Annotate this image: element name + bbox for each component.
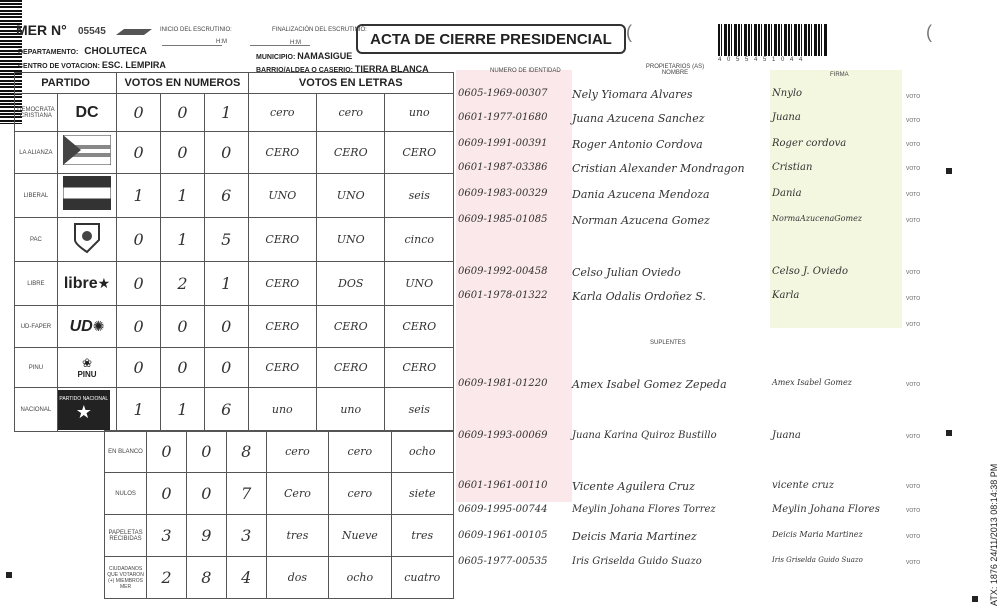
alianza-flag-icon <box>63 135 111 165</box>
digit: 0 <box>161 306 205 348</box>
word: cero <box>266 431 328 473</box>
digit: 7 <box>226 473 266 515</box>
word: cero <box>317 94 385 132</box>
digit: 0 <box>147 473 187 515</box>
departamento-row <box>18 46 147 57</box>
digit: 0 <box>161 94 205 132</box>
member-signature: vicente cruz <box>772 480 835 491</box>
tse-logo <box>114 24 154 34</box>
digit: 0 <box>204 132 248 174</box>
member-name: Roger Antonio Cordova <box>572 138 703 151</box>
pinu-emblem-icon: ❀ <box>81 356 93 370</box>
digit: 0 <box>204 348 248 388</box>
header-partido: PARTIDO <box>15 73 117 94</box>
member-name: Norman Azucena Gomez <box>572 214 710 227</box>
sun-icon: ✺ <box>92 317 105 334</box>
word: CERO <box>317 348 385 388</box>
word: cero <box>329 473 391 515</box>
voto-label: VOTO <box>906 270 921 276</box>
centro-value: ESC. LEMPIRA <box>101 60 166 70</box>
identidad-header: NUMERO DE IDENTIDAD <box>490 68 561 74</box>
digit: 0 <box>117 348 161 388</box>
digit: 1 <box>161 218 205 262</box>
member-name: Juana Azucena Sanchez <box>572 112 705 125</box>
timestamp-text: ATX: 1876 24/11/2013 08:14:38 PM <box>989 463 999 606</box>
barcode-number: 4 0 5 5 4 5 1 0 4 4 <box>718 57 805 63</box>
word: CERO <box>248 132 316 174</box>
table-row <box>14 515 454 557</box>
digit: 1 <box>204 262 248 306</box>
digit: 0 <box>117 262 161 306</box>
word: Nueve <box>329 515 391 557</box>
pinu-logo: PINU <box>77 370 97 379</box>
digit: 0 <box>117 306 161 348</box>
word: tres <box>391 515 453 557</box>
digit: 1 <box>117 388 161 432</box>
word: dos <box>266 557 328 599</box>
word: Cero <box>266 473 328 515</box>
party-name: PAC <box>15 218 58 262</box>
inicio-hm: H:M <box>216 39 227 45</box>
centro-row <box>18 60 166 70</box>
registration-mark <box>946 430 952 436</box>
member-id: 0609-1991-00391 <box>458 138 548 149</box>
departamento-label: DEPARTAMENTO: <box>18 49 79 56</box>
party-rows <box>15 94 454 432</box>
word: CERO <box>248 348 316 388</box>
digit: 2 <box>161 262 205 306</box>
table-row <box>15 306 454 348</box>
member-id: 0601-1977-01680 <box>458 112 548 123</box>
member-signature: Deicis Maria Martinez <box>772 530 863 539</box>
digit: 4 <box>226 557 266 599</box>
party-name: UD-FAPER <box>15 306 58 348</box>
member-name: Celso Julian Oviedo <box>572 266 681 279</box>
nacional-logo: PARTIDO NACIONAL <box>59 396 109 402</box>
digit: 0 <box>147 431 187 473</box>
digit: 0 <box>204 306 248 348</box>
word: UNO <box>317 174 385 218</box>
header-letras: VOTOS EN LETRAS <box>248 73 453 94</box>
paren-mark-1: ( <box>626 22 632 42</box>
word: cinco <box>385 218 454 262</box>
municipio-value: NAMASIGUE <box>297 51 353 61</box>
member-id: 0609-1992-00458 <box>458 266 548 277</box>
member-name: Cristian Alexander Mondragon <box>572 162 745 175</box>
registration-mark <box>972 596 978 602</box>
inicio-line <box>162 45 222 46</box>
party-logo-pinu <box>57 348 116 388</box>
word: UNO <box>248 174 316 218</box>
votes-table <box>14 72 454 432</box>
digit: 1 <box>161 388 205 432</box>
voto-label: VOTO <box>906 166 921 172</box>
voto-label: VOTO <box>906 192 921 198</box>
ud-logo: UD <box>69 317 93 335</box>
digit: 1 <box>117 174 161 218</box>
member-signature: Roger cordova <box>772 138 847 149</box>
member-name: Iris Griselda Guido Suazo <box>572 556 702 567</box>
party-name: LIBRE <box>15 262 58 306</box>
word: cero <box>329 431 391 473</box>
table-row <box>15 174 454 218</box>
word: CERO <box>385 132 454 174</box>
digit: 0 <box>117 218 161 262</box>
party-logo-nacional <box>57 388 116 432</box>
suplentes-header: SUPLENTES <box>650 340 686 346</box>
party-name: PINU <box>15 348 58 388</box>
word: seis <box>385 388 454 432</box>
digit: 6 <box>204 388 248 432</box>
member-name: Deicis Maria Martinez <box>572 530 697 543</box>
digit: 0 <box>161 132 205 174</box>
member-name: Nely Yiomara Alvares <box>572 88 693 101</box>
registration-mark <box>946 168 952 174</box>
word: uno <box>248 388 316 432</box>
member-signature: Juana <box>772 112 801 123</box>
municipio-row <box>256 51 352 61</box>
member-signature: Iris Griselda Guido Suazo <box>772 556 863 564</box>
voto-label: VOTO <box>906 94 921 100</box>
member-name: Meylin Johana Flores Torrez <box>572 504 716 515</box>
party-logo-liberal <box>57 174 116 218</box>
word: cero <box>248 94 316 132</box>
member-signature: Juana <box>772 430 801 441</box>
table-row <box>14 473 454 515</box>
member-signature: Amex Isabel Gomez <box>772 378 852 387</box>
mer-number: 05545 <box>78 26 106 37</box>
timestamp-stamp <box>985 380 1005 608</box>
digit: 1 <box>204 94 248 132</box>
extra-label: NULOS <box>105 473 147 515</box>
party-name: LIBERAL <box>15 174 58 218</box>
firma-header: FIRMA <box>830 72 849 78</box>
member-id: 0609-1981-01220 <box>458 378 548 389</box>
word: CERO <box>317 132 385 174</box>
table-row <box>15 94 454 132</box>
extra-label: CIUDADANOS QUE VOTARON (+) MIEMBROS MER <box>105 557 147 599</box>
digit: 1 <box>161 174 205 218</box>
barcode <box>718 24 828 56</box>
table-row <box>15 262 454 306</box>
word: CERO <box>317 306 385 348</box>
voto-label: VOTO <box>906 534 921 540</box>
member-id: 0605-1977-00535 <box>458 556 548 567</box>
table-row <box>15 388 454 432</box>
voto-label: VOTO <box>906 560 921 566</box>
tse-logo-icon <box>114 27 154 37</box>
member-signature: Meylin Johana Flores <box>772 504 880 515</box>
word: uno <box>317 388 385 432</box>
digit: 3 <box>147 515 187 557</box>
word: CERO <box>248 218 316 262</box>
word: cuatro <box>391 557 453 599</box>
member-signature: Cristian <box>772 162 813 173</box>
member-id: 0601-1978-01322 <box>458 290 548 301</box>
member-id: 0601-1987-03386 <box>458 162 548 173</box>
voto-label: VOTO <box>906 508 921 514</box>
word: uno <box>385 94 454 132</box>
word: tres <box>266 515 328 557</box>
finalizacion-label: FINALIZACIÓN DEL ESCRUTINIO: <box>272 27 367 33</box>
member-name: Vicente Aguilera Cruz <box>572 480 695 493</box>
digit: 0 <box>161 348 205 388</box>
party-name: LA ALIANZA <box>15 132 58 174</box>
word: ocho <box>329 557 391 599</box>
party-logo-pac <box>57 218 116 262</box>
member-name: Dania Azucena Mendoza <box>572 188 710 201</box>
member-id: 0609-1995-00744 <box>458 504 548 515</box>
word: UNO <box>385 262 454 306</box>
member-signature: Nnylo <box>772 88 803 99</box>
word: seis <box>385 174 454 218</box>
member-id: 0609-1983-00329 <box>458 188 548 199</box>
voto-label: VOTO <box>906 484 921 490</box>
document-title: ACTA DE CIERRE PRESIDENCIAL <box>356 24 626 54</box>
barrio-value: TIERRA BLANCA <box>354 64 429 74</box>
digit: 0 <box>186 431 226 473</box>
voto-label: VOTO <box>906 322 921 328</box>
digit: 8 <box>226 431 266 473</box>
dc-logo: DC <box>75 103 99 121</box>
member-signature: Dania <box>772 188 802 199</box>
member-name: Juana Karina Quiroz Bustillo <box>572 430 717 441</box>
libre-logo: libre <box>63 274 98 292</box>
member-signature: Karla <box>772 290 800 301</box>
table-row <box>14 557 454 599</box>
word: CERO <box>385 306 454 348</box>
word: siete <box>391 473 453 515</box>
voto-label: VOTO <box>906 296 921 302</box>
member-id: 0609-1985-01085 <box>458 214 548 225</box>
municipio-label: MUNICIPIO: <box>256 54 296 61</box>
member-signature: Celso J. Oviedo <box>772 266 849 277</box>
inicio-label: INICIO DEL ESCRUTINIO: <box>160 27 232 33</box>
liberal-flag-icon <box>63 176 111 210</box>
party-logo-dc <box>57 94 116 132</box>
member-id: 0601-1961-00110 <box>458 480 548 491</box>
voto-label: VOTO <box>906 118 921 124</box>
voto-label: VOTO <box>906 382 921 388</box>
word: CERO <box>248 306 316 348</box>
party-logo-ud <box>57 306 116 348</box>
fin-line <box>250 45 310 46</box>
digit: 8 <box>186 557 226 599</box>
registration-mark <box>6 572 12 578</box>
digit: 0 <box>186 473 226 515</box>
digit: 9 <box>186 515 226 557</box>
nombre-header: PROPIETARIOS (AS) NOMBRE <box>645 64 705 76</box>
barrio-label: BARRIO/ALDEA O CASERIO: <box>256 67 353 74</box>
table-row <box>15 348 454 388</box>
digit: 0 <box>117 94 161 132</box>
party-name: NACIONAL <box>15 388 58 432</box>
extra-label: PAPELETAS RECIBIDAS <box>105 515 147 557</box>
departamento-value: CHOLUTECA <box>84 46 148 57</box>
party-logo-libre <box>57 262 116 306</box>
word: DOS <box>317 262 385 306</box>
voto-label: VOTO <box>906 218 921 224</box>
fin-hm: H:M <box>290 40 301 46</box>
digit: 2 <box>147 557 187 599</box>
word: CERO <box>248 262 316 306</box>
table-row <box>15 218 454 262</box>
member-name: Karla Odalis Ordoñez S. <box>572 290 706 303</box>
member-signature: NormaAzucenaGomez <box>772 214 863 223</box>
voto-label: VOTO <box>906 142 921 148</box>
member-id: 0609-1993-00069 <box>458 430 548 441</box>
summary-table <box>14 430 454 599</box>
word: UNO <box>317 218 385 262</box>
member-id: 0605-1969-00307 <box>458 88 548 99</box>
member-name: Amex Isabel Gomez Zepeda <box>572 378 727 391</box>
digit: 6 <box>204 174 248 218</box>
table-row <box>15 132 454 174</box>
extra-label: EN BLANCO <box>105 431 147 473</box>
star-icon: ★ <box>97 274 111 291</box>
star-icon: ★ <box>75 402 92 422</box>
word: CERO <box>385 348 454 388</box>
voto-label: VOTO <box>906 434 921 440</box>
pac-shield-icon <box>67 220 107 254</box>
party-name: DEMOCRATA CRISTIANA <box>15 94 58 132</box>
centro-label: CENTRO DE VOTACION: <box>18 63 100 70</box>
member-id: 0609-1961-00105 <box>458 530 548 541</box>
table-row <box>14 431 454 473</box>
digit: 5 <box>204 218 248 262</box>
header-numeros: VOTOS EN NUMEROS <box>117 73 248 94</box>
word: ocho <box>391 431 453 473</box>
mer-label: MER N° <box>16 22 67 38</box>
digit: 0 <box>117 132 161 174</box>
digit: 3 <box>226 515 266 557</box>
paren-mark-2: ( <box>926 22 932 42</box>
party-logo-alianza <box>57 132 116 174</box>
